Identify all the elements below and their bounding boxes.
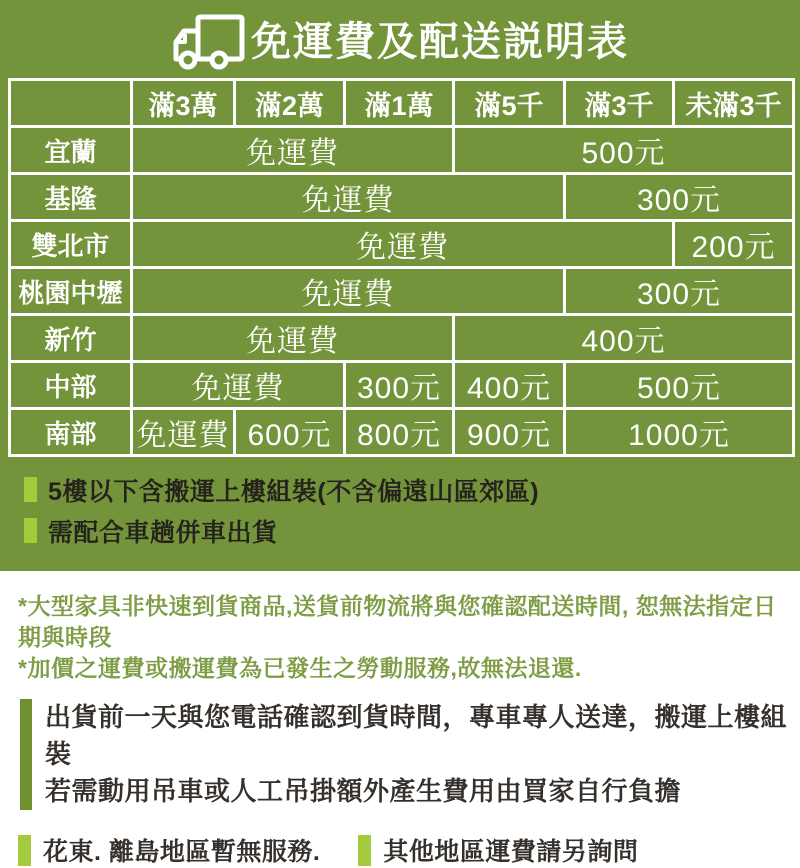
disclaimer-section (18, 591, 800, 684)
corner-cell (10, 80, 132, 127)
square-bullet-icon (18, 835, 31, 866)
delivery-truck-icon (171, 13, 245, 71)
square-bullet-icon (24, 477, 37, 502)
fee-cell: 400元 (454, 362, 565, 409)
delivery-note-block (20, 699, 800, 810)
delivery-note-line: 若需動用吊車或人工吊掛額外產生費用由買家自行負擔 (45, 776, 682, 806)
fee-cell: 900元 (454, 409, 565, 456)
table-row (10, 409, 794, 456)
fee-cell: 300元 (565, 174, 794, 221)
note-text: 5樓以下含搬運上樓組裝(不含偏遠山區郊區) (48, 477, 540, 506)
column-header: 滿1萬 (345, 80, 454, 127)
column-header: 滿2萬 (235, 80, 345, 127)
fee-cell: 300元 (565, 268, 794, 315)
fee-cell: 免運費 (132, 315, 454, 362)
disclaimer-line: *加價之運費或搬運費為已發生之勞動服務,故無法退還. (18, 655, 582, 681)
note-item (24, 469, 800, 510)
fee-cell: 800元 (345, 409, 454, 456)
table-row (10, 221, 794, 268)
square-bullet-icon (358, 835, 371, 866)
accent-bar (20, 699, 32, 810)
fee-cell: 500元 (454, 127, 794, 174)
fee-cell: 免運費 (132, 221, 674, 268)
page-title: 免運費及配送説明表 (251, 20, 629, 64)
fee-cell: 500元 (565, 362, 794, 409)
region-label: 雙北市 (10, 221, 132, 268)
table-header-row (10, 80, 794, 127)
table-row (10, 268, 794, 315)
white-panel (0, 571, 800, 868)
table-notes (0, 457, 800, 551)
table-row (10, 174, 794, 221)
fee-cell: 免運費 (132, 409, 235, 456)
square-bullet-icon (24, 518, 37, 543)
footer-notes (18, 832, 800, 868)
disclaimer-line: *大型家具非快速到貨商品,送貨前物流將與您確認配送時間, 恕無法指定日期與時段 (18, 593, 777, 650)
column-header: 滿5千 (454, 80, 565, 127)
fee-cell: 300元 (345, 362, 454, 409)
region-label: 桃園中壢 (10, 268, 132, 315)
fee-cell: 免運費 (132, 174, 565, 221)
header (0, 0, 800, 74)
fee-cell: 400元 (454, 315, 794, 362)
note-item (24, 510, 800, 551)
column-header: 滿3千 (565, 80, 674, 127)
fee-cell: 200元 (674, 221, 794, 268)
column-header: 未滿3千 (674, 80, 794, 127)
fee-cell: 免運費 (132, 127, 454, 174)
delivery-note-line: 出貨前一天與您電話確認到貨時間，專車專人送達，搬運上樓組裝 (45, 702, 788, 769)
table-row (10, 362, 794, 409)
fee-cell: 免運費 (132, 362, 345, 409)
shipping-fee-table (8, 78, 795, 457)
delivery-note-text (45, 699, 800, 810)
fee-cell: 免運費 (132, 268, 565, 315)
note-text: 需配合車趟併車出貨 (48, 518, 278, 547)
region-label: 中部 (10, 362, 132, 409)
table-row (10, 127, 794, 174)
fee-cell: 1000元 (565, 409, 794, 456)
footer-note-text: 花東. 離島地區暫無服務. (43, 838, 321, 866)
region-label: 基隆 (10, 174, 132, 221)
region-label: 新竹 (10, 315, 132, 362)
region-label: 南部 (10, 409, 132, 456)
table-row (10, 315, 794, 362)
column-header: 滿3萬 (132, 80, 235, 127)
footer-note-text: 其他地區運費請另詢問 (383, 838, 639, 866)
region-label: 宜蘭 (10, 127, 132, 174)
fee-cell: 600元 (235, 409, 345, 456)
